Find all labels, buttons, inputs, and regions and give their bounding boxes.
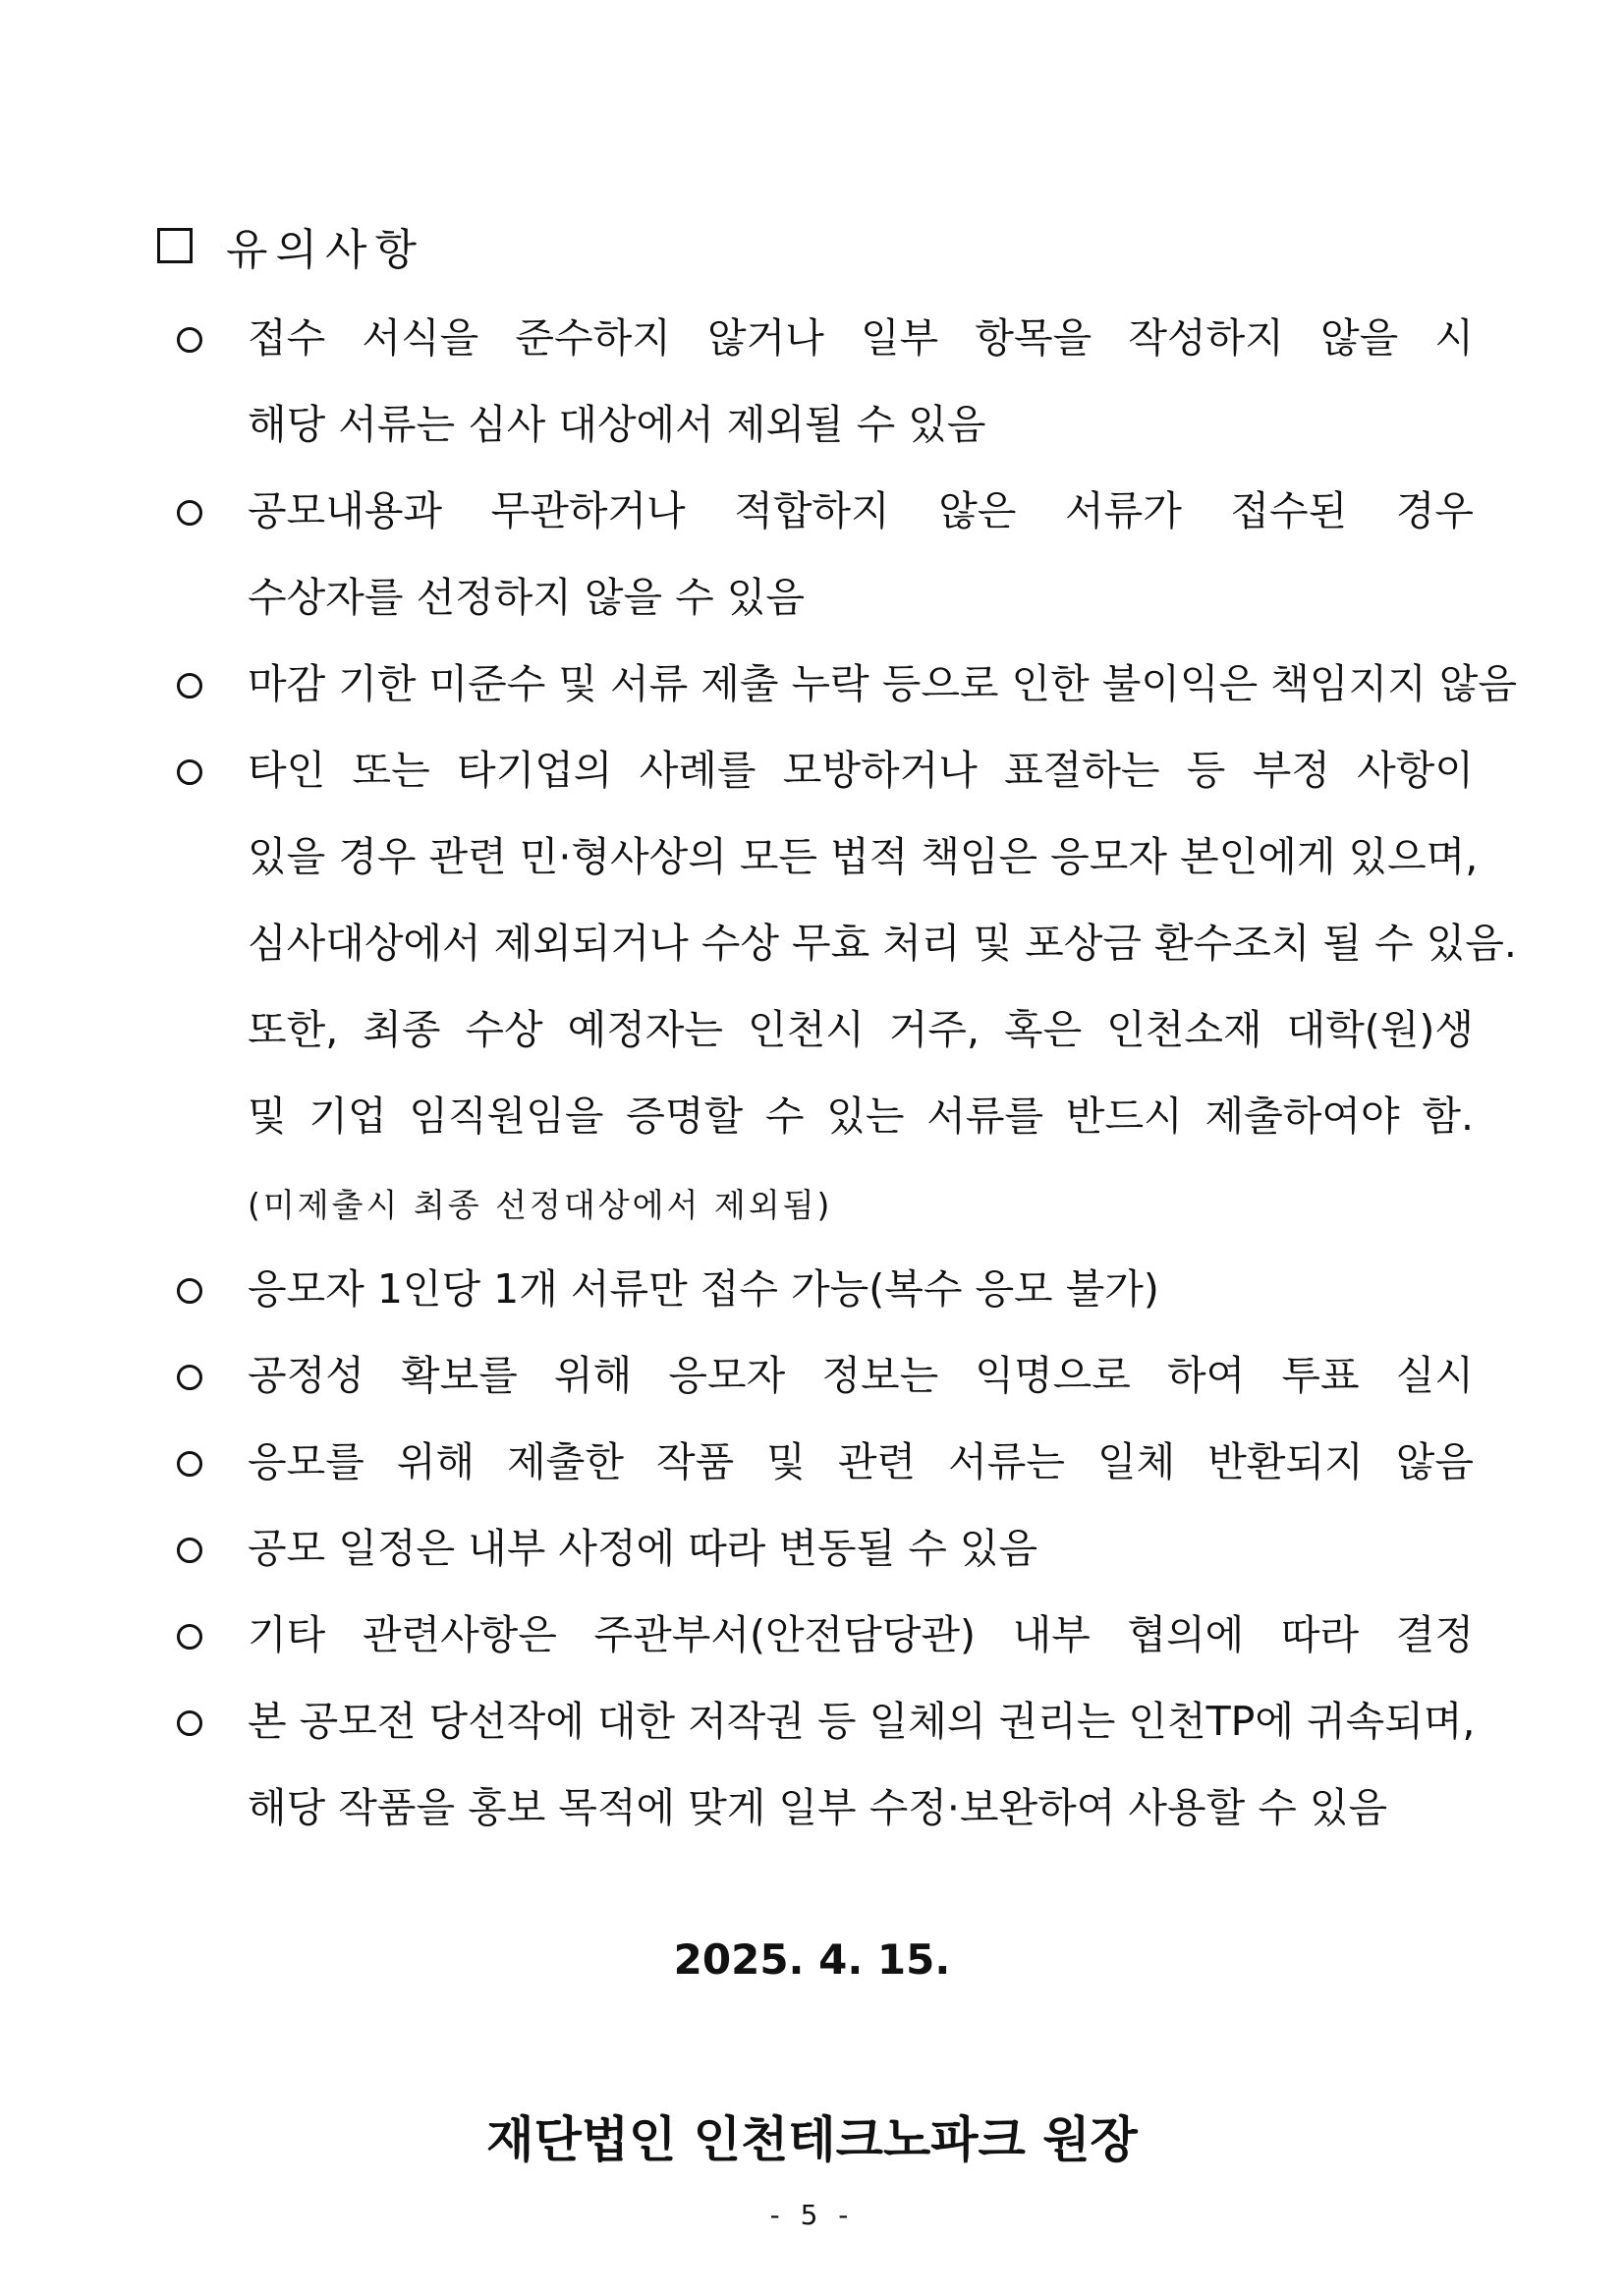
- square-bullet-icon: [157, 228, 193, 263]
- section-title: 유의사항: [226, 225, 425, 275]
- notice-continuation: [177, 1764, 1474, 1851]
- list-item: [177, 641, 1517, 727]
- notice-text: 공모내용과 무관하거나 적합하지 않은 서류가 접수된 경우: [248, 487, 1474, 534]
- notice-text: 심사대상에서 제외되거나 수상 무효 처리 및 포상금 환수조치 될 수 있음.: [248, 920, 1517, 967]
- circle-bullet-icon: [177, 1278, 202, 1304]
- notice-text: 응모자 1인당 1개 서류만 접수 가능(복수 응모 불가): [248, 1265, 1159, 1313]
- notice-text: 접수 서식을 준수하지 않거나 일부 항목을 작성하지 않을 시: [248, 314, 1474, 362]
- notice-text: 마감 기한 미준수 및 서류 제출 누락 등으로 인한 불이익은 책임지지 않음: [248, 660, 1517, 707]
- notice-continuation: [177, 1073, 1474, 1159]
- notice-text: 공정성 확보를 위해 응모자 정보는 익명으로 하여 투표 실시: [248, 1352, 1474, 1399]
- circle-bullet-icon: [177, 1451, 202, 1477]
- notice-continuation: [177, 1159, 1474, 1246]
- list-item: [177, 295, 1474, 381]
- notice-text: 기타 관련사항은 주관부서(안전담당관) 내부 협의에 따라 결정: [248, 1611, 1474, 1658]
- circle-bullet-icon: [177, 1710, 202, 1736]
- notice-text: 및 기업 임직원임을 증명할 수 있는 서류를 반드시 제출하여야 함.: [248, 1092, 1474, 1140]
- section-heading: [157, 214, 424, 277]
- notice-text: 수상자를 선정하지 않을 수 있음: [248, 574, 806, 621]
- list-item: [177, 1592, 1474, 1678]
- list-item: [177, 1332, 1474, 1419]
- list-item: [177, 1419, 1474, 1505]
- circle-bullet-icon: [177, 1538, 202, 1563]
- notice-text: 공모 일정은 내부 사정에 따라 변동될 수 있음: [248, 1525, 1038, 1572]
- notice-list: [177, 295, 1517, 1851]
- notice-text: 타인 또는 타기업의 사례를 모방하거나 표절하는 등 부정 사항이: [248, 747, 1474, 794]
- circle-bullet-icon: [177, 673, 202, 699]
- notice-continuation: [177, 813, 1479, 900]
- issue-date: 2025. 4. 15.: [673, 1935, 951, 1984]
- circle-bullet-icon: [177, 759, 202, 785]
- list-item: [177, 468, 1474, 554]
- notice-continuation: [177, 986, 1474, 1073]
- notice-text: 본 공모전 당선작에 대한 저작권 등 일체의 권리는 인천TP에 귀속되며,: [248, 1698, 1476, 1745]
- notice-continuation: [177, 381, 1474, 468]
- notice-note: (미제출시 최종 선정대상에서 제외됨): [248, 1186, 833, 1224]
- issuer-signature: 재단법인 인천테크노파크 원장: [486, 2111, 1138, 2168]
- circle-bullet-icon: [177, 327, 202, 353]
- list-item: [177, 1678, 1474, 1764]
- circle-bullet-icon: [177, 500, 202, 526]
- notice-continuation: [177, 900, 1517, 986]
- list-item: [177, 727, 1474, 813]
- notice-text: 응모를 위해 제출한 작품 및 관련 서류는 일체 반환되지 않음: [248, 1438, 1474, 1485]
- notice-continuation: [177, 554, 1474, 641]
- notice-text: 해당 서류는 심사 대상에서 제외될 수 있음: [248, 401, 986, 448]
- circle-bullet-icon: [177, 1365, 202, 1390]
- list-item: [177, 1505, 1474, 1592]
- notice-text: 해당 작품을 홍보 목적에 맞게 일부 수정·보완하여 사용할 수 있음: [248, 1784, 1388, 1831]
- notice-text: 또한, 최종 수상 예정자는 인천시 거주, 혹은 인천소재 대학(원)생: [248, 1006, 1474, 1053]
- page-number: - 5 -: [769, 2199, 855, 2231]
- list-item: [177, 1246, 1474, 1332]
- notice-text: 있을 경우 관련 민·형사상의 모든 법적 책임은 응모자 본인에게 있으며,: [248, 833, 1479, 880]
- circle-bullet-icon: [177, 1624, 202, 1650]
